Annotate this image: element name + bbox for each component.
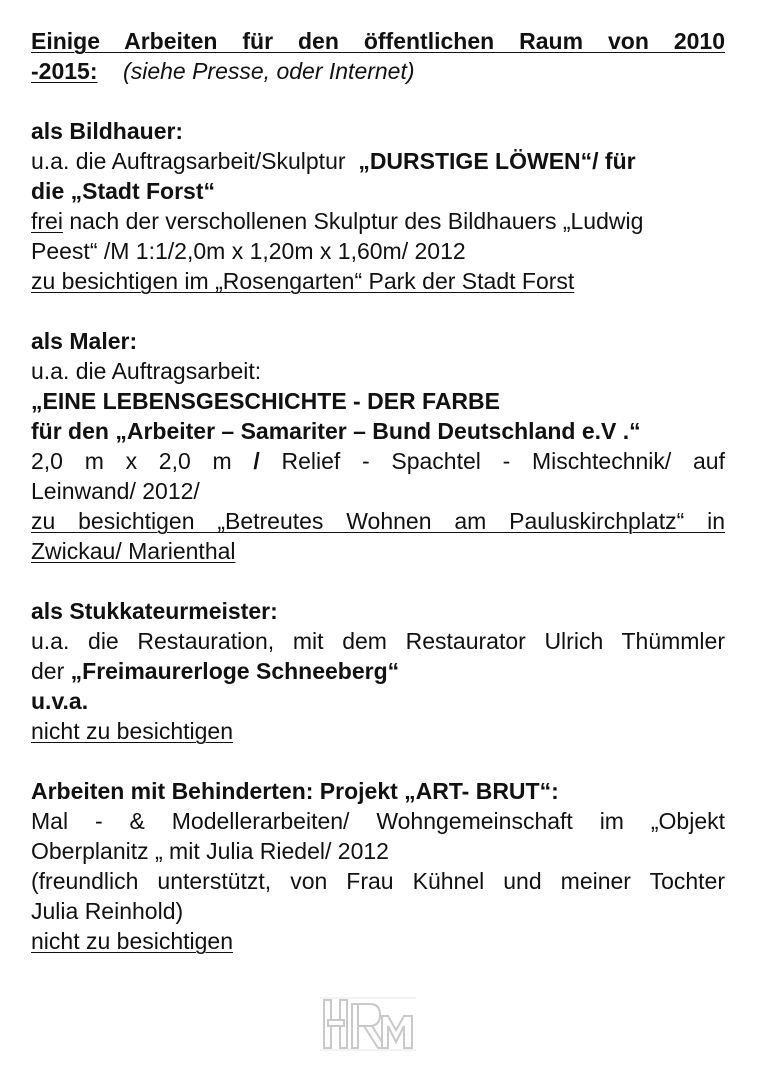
artbrut-not-visitable: nicht zu besichtigen — [31, 928, 234, 954]
painter-size: 2,0 m x 2,0 m — [31, 448, 254, 474]
spacer — [31, 746, 725, 776]
sculptor-line3 — [31, 206, 725, 236]
painter-technique: Relief - Spachtel - Mischtechnik/ auf — [259, 448, 725, 474]
document-body — [31, 26, 725, 956]
painter-line5: Leinwand/ 2012/ — [31, 478, 200, 504]
stucco-heading: als Stukkateurmeister: — [31, 598, 278, 624]
sculptor-free-word: frei — [31, 208, 63, 234]
sculptor-location-link: zu besichtigen im „Rosengarten“ Park der Stadt Forst — [31, 268, 575, 294]
painter-line1: u.a. die Auftragsarbeit: — [31, 358, 262, 384]
sculptor-line1 — [31, 146, 725, 176]
stucco-etc: u.v.a. — [31, 688, 89, 714]
painter-heading: als Maler: — [31, 328, 138, 354]
intro-title-line1: Einige Arbeiten für den öffentlichen Raum von 2010 — [31, 28, 725, 54]
sculptor-heading: als Bildhauer: — [31, 118, 184, 144]
sculptor-line1-text: u.a. die Auftragsarbeit/Skulptur — [31, 148, 352, 174]
sculptor-line4: Peest“ /M 1:1/2,0m x 1,20m x 1,60m/ 2012 — [31, 238, 466, 264]
stucco-not-visitable: nicht zu besichtigen — [31, 718, 234, 744]
painter-line4 — [31, 446, 725, 476]
artbrut-heading: Arbeiten mit Behinderten: Projekt „ART- BRUT“: — [31, 778, 559, 804]
intro-note: (siehe Presse, oder Internet) — [123, 58, 415, 84]
intro-title-years: -2015: — [31, 58, 98, 84]
artbrut-line2: Oberplanitz „ mit Julia Riedel/ 2012 — [31, 838, 389, 864]
stucco-lodge-name: „Freimaurerloge Schneeberg“ — [70, 658, 400, 684]
painter-location-link-2: Zwickau/ Marienthal — [31, 538, 236, 564]
painter-client: für den „Arbeiter – Samariter – Bund Deutschland e.V .“ — [31, 418, 641, 444]
painter-location-link: zu besichtigen „Betreutes Wohnen am Pauluskirchplatz“ in — [31, 508, 725, 534]
sculptor-work-title: „DURSTIGE LÖWEN“/ für — [358, 148, 636, 174]
stucco-line1: u.a. die Restauration, mit dem Restaurator Ulrich Thümmler — [31, 628, 725, 654]
spacer — [31, 296, 725, 326]
intro-title-line2 — [31, 56, 725, 86]
artbrut-line3: (freundlich unterstützt, von Frau Kühnel und meiner Tochter — [31, 868, 725, 894]
sculptor-client: die „Stadt Forst“ — [31, 178, 216, 204]
monogram-logo — [318, 996, 418, 1052]
spacer — [31, 566, 725, 596]
artbrut-line4: Julia Reinhold) — [31, 898, 184, 924]
stucco-line2 — [31, 656, 725, 686]
painter-slash: / — [253, 448, 260, 474]
spacer — [31, 86, 725, 116]
sculptor-line3-rest: nach der verschollenen Skulptur des Bildhauers „Ludwig — [62, 208, 644, 234]
artbrut-line1: Mal - & Modellerarbeiten/ Wohngemeinschaft im „Objekt — [31, 808, 725, 834]
stucco-line2-text: der — [31, 658, 71, 684]
painter-work-title: „EINE LEBENSGESCHICHTE - DER FARBE — [31, 388, 500, 414]
